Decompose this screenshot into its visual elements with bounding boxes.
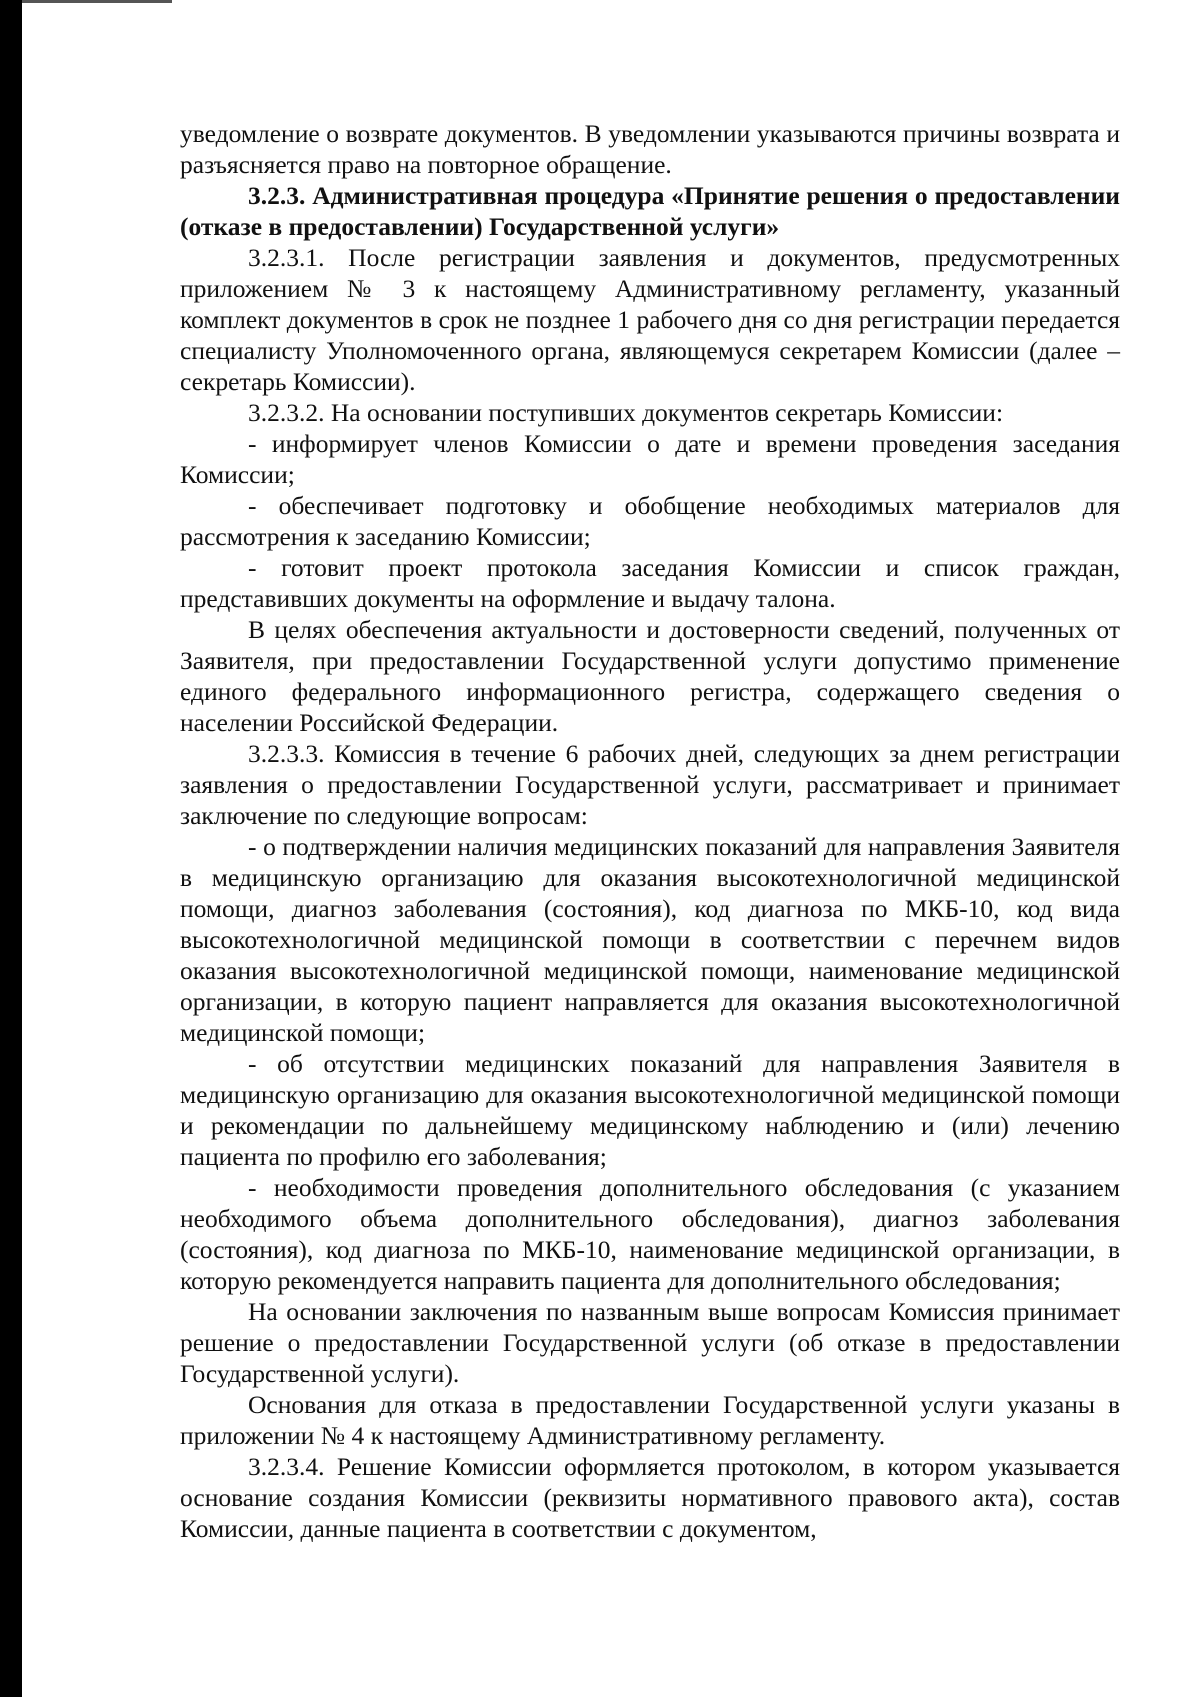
document-body [180,118,1120,1544]
paragraph-3-2-3-2: 3.2.3.2. На основании поступивших документов секретарь Комиссии: [248,398,1004,427]
list-item-informs-members: - информирует членов Комиссии о дате и времени проведения заседания Комиссии; [180,429,1120,489]
list-item-prepares-protocol: - готовит проект протокола заседания Комиссии и список граждан, представивших документы на оформление и выдачу талона. [180,553,1120,613]
paragraph-3-2-3-3: 3.2.3.3. Комиссия в течение 6 рабочих дней, следующих за днем регистрации заявления о предоставлении Государственной услуги, рассматривает и принимает заключение по следующие вопросам: [180,739,1120,830]
section-heading-3-2-3: 3.2.3. Административная процедура «Принятие решения о предоставлении (отказе в предоставлении) Государственной услуги» [180,181,1120,241]
scan-top-mark [22,0,172,3]
list-item-confirmation: - о подтверждении наличия медицинских показаний для направления Заявителя в медицинскую организацию для оказания высокотехнологичной медицинской помощи, диагноз заболевания (состояния), код диагноза по МКБ-10, код вида высокотехнологичной медицинской помощи в соответствии с перечнем видов оказания высокотехнологичной медицинской помощи, наименование медицинской организации, в которую пациент направляется для оказания высокотехнологичной медицинской помощи; [180,832,1120,1047]
paragraph-refusal-grounds: Основания для отказа в предоставлении Государственной услуги указаны в приложении № 4 к настоящему Административному регламенту. [180,1390,1120,1450]
scan-left-edge [0,0,22,1697]
paragraph-3-2-3-1: 3.2.3.1. После регистрации заявления и документов, предусмотренных приложением № 3 к настоящему Административному регламенту, указанный комплект документов в срок не позднее 1 рабочего дня со дня регистрации передается специалисту Уполномоченного органа, являющемуся секретарем Комиссии (далее – секретарь Комиссии). [180,243,1120,396]
list-item-absence: - об отсутствии медицинских показаний для направления Заявителя в медицинскую организацию для оказания высокотехнологичной медицинской помощи и рекомендации по дальнейшему медицинскому наблюдению и (или) лечению пациента по профилю его заболевания; [180,1049,1120,1171]
paragraph-commission-decision: На основании заключения по названным выше вопросам Комиссия принимает решение о предоставлении Государственной услуги (об отказе в предоставлении Государственной услуги). [180,1297,1120,1388]
paragraph-federal-register: В целях обеспечения актуальности и достоверности сведений, полученных от Заявителя, при предоставлении Государственной услуги допустимо применение единого федерального информационного регистра, содержащего сведения о населении Российской Федерации. [180,615,1120,737]
list-item-additional-exam: - необходимости проведения дополнительного обследования (с указанием необходимого объема дополнительного обследования), диагноз заболевания (состояния), код диагноза по МКБ-10, наименование медицинской организации, в которую рекомендуется направить пациента для дополнительного обследования; [180,1173,1120,1295]
list-item-prepares-materials: - обеспечивает подготовку и обобщение необходимых материалов для рассмотрения к заседанию Комиссии; [180,491,1120,551]
paragraph-return-notice: уведомление о возврате документов. В уведомлении указываются причины возврата и разъясняется право на повторное обращение. [180,119,1120,179]
paragraph-3-2-3-4: 3.2.3.4. Решение Комиссии оформляется протоколом, в котором указывается основание создания Комиссии (реквизиты нормативного правового акта), состав Комиссии, данные пациента в соответствии с документом, [180,1452,1120,1543]
